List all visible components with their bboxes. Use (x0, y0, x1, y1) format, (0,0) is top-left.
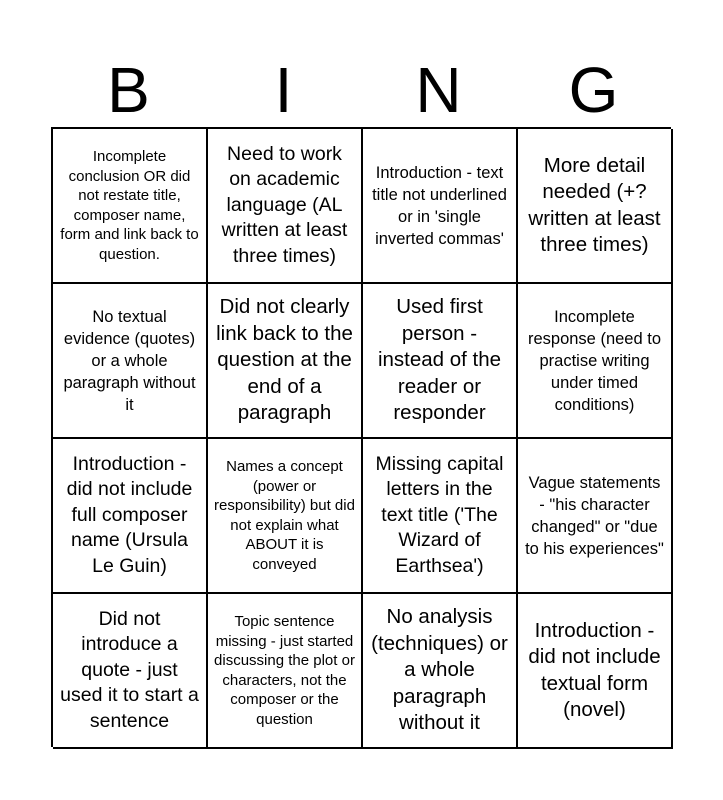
bingo-cell-r4c3[interactable] (363, 594, 518, 749)
bingo-cell-r4c1[interactable] (53, 594, 208, 749)
bingo-cell-r2c2[interactable] (208, 284, 363, 439)
bingo-cell-r3c3[interactable] (363, 439, 518, 594)
bingo-cell-r3c4[interactable] (518, 439, 673, 594)
cell-text: Introduction - did not include textual form (novel) (528, 618, 661, 721)
cell-text: More detail needed (+? written at least three times) (528, 153, 661, 256)
header-letter-g: G (568, 54, 619, 126)
cell-text: Incomplete response (need to practise writing under timed conditions) (527, 307, 661, 414)
bingo-cell-r2c4[interactable] (518, 284, 673, 439)
cell-text: Used first person - instead of the reader or responder (377, 295, 502, 425)
cell-text: Incomplete conclusion OR did not restate title, composer name, form and link back to question. (60, 148, 199, 263)
cell-text: Names a concept (power or responsibility) but did not explain what ABOUT it is conveyed (214, 458, 355, 573)
cell-text: Vague statements - "his character changed" or "due to his experiences" (525, 473, 664, 558)
bingo-cell-r4c2[interactable] (208, 594, 363, 749)
bingo-cell-r1c1[interactable] (53, 129, 208, 284)
bingo-grid (51, 127, 671, 747)
bingo-cell-r1c3[interactable] (363, 129, 518, 284)
cell-text: Need to work on academic language (AL written at least three times) (221, 142, 348, 267)
header-letter-i: I (274, 54, 293, 126)
bingo-cell-r3c1[interactable] (53, 439, 208, 594)
bingo-cell-r1c4[interactable] (518, 129, 673, 284)
cell-text: Introduction - did not include full composer name (Ursula Le Guin) (66, 452, 193, 577)
cell-text: Missing capital letters in the text title ('The Wizard of Earthsea') (375, 452, 504, 577)
header-letter-n: N (415, 54, 462, 126)
bingo-cell-r2c1[interactable] (53, 284, 208, 439)
cell-text: No textual evidence (quotes) or a whole paragraph without it (63, 307, 196, 414)
bingo-header (51, 52, 671, 128)
cell-text: Introduction - text title not underlined or in 'single inverted commas' (372, 163, 507, 248)
cell-text: Did not clearly link back to the question at the end of a paragraph (216, 295, 353, 425)
bingo-cell-r3c2[interactable] (208, 439, 363, 594)
header-letter-b: B (107, 54, 150, 126)
bingo-cell-r2c3[interactable] (363, 284, 518, 439)
bingo-cell-r4c4[interactable] (518, 594, 673, 749)
cell-text: Did not introduce a quote - just used it to start a sentence (60, 607, 199, 732)
cell-text: Topic sentence missing - just started discussing the plot or characters, not the composer or the question (214, 613, 355, 728)
bingo-cell-r1c2[interactable] (208, 129, 363, 284)
cell-text: No analysis (techniques) or a whole paragraph without it (371, 605, 508, 735)
